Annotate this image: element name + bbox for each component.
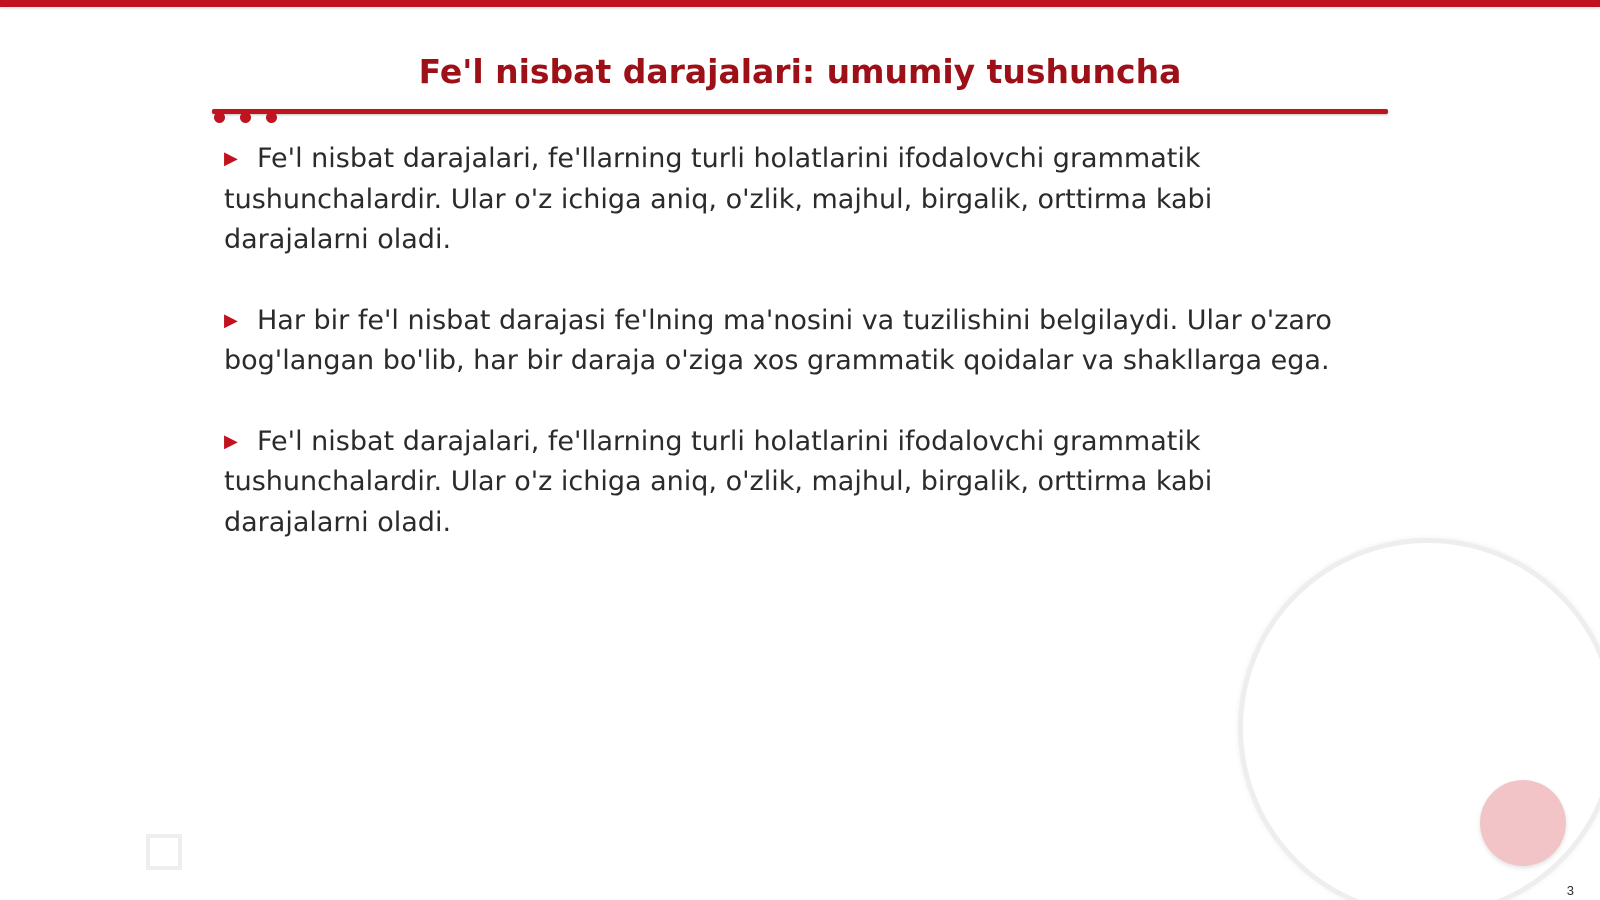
slide-title: Fe'l nisbat darajalari: umumiy tushuncha [418, 52, 1182, 91]
bullet-item-2 [224, 301, 1364, 382]
title-underline [212, 109, 1388, 114]
triangle-right-icon: ▶ [224, 430, 238, 452]
underline-dot-2 [240, 112, 251, 123]
decorative-square-outline [146, 834, 182, 870]
underline-dot-3 [266, 112, 277, 123]
top-accent-bar [0, 0, 1600, 7]
bullet-item-3 [224, 422, 1364, 544]
bullet-text-3: Fe'l nisbat darajalari, fe'llarning turli holatlarini ifodalovchi grammatik tushunchalardir. Ular o'z ichiga aniq, o'zlik, majhul, birgalik, orttirma kabi darajalarni oladi. [224, 425, 1213, 538]
bullet-text-2: Har bir fe'l nisbat darajasi fe'lning ma'nosini va tuzilishini belgilaydi. Ular o'zaro bog'langan bo'lib, har bir daraja o'ziga xos grammatik qoidalar va shakllarga ega. [224, 304, 1332, 376]
bullet-list [224, 139, 1364, 583]
decorative-circle-filled [1480, 780, 1566, 866]
underline-dot-1 [214, 112, 225, 123]
bullet-text-1: Fe'l nisbat darajalari, fe'llarning turli holatlarini ifodalovchi grammatik tushunchalardir. Ular o'z ichiga aniq, o'zlik, majhul, birgalik, orttirma kabi darajalarni oladi. [224, 143, 1213, 255]
triangle-right-icon: ▶ [224, 309, 238, 331]
bullet-item-1 [224, 139, 1364, 261]
triangle-right-icon: ▶ [224, 148, 238, 169]
slide-number: 3 [1566, 883, 1574, 898]
